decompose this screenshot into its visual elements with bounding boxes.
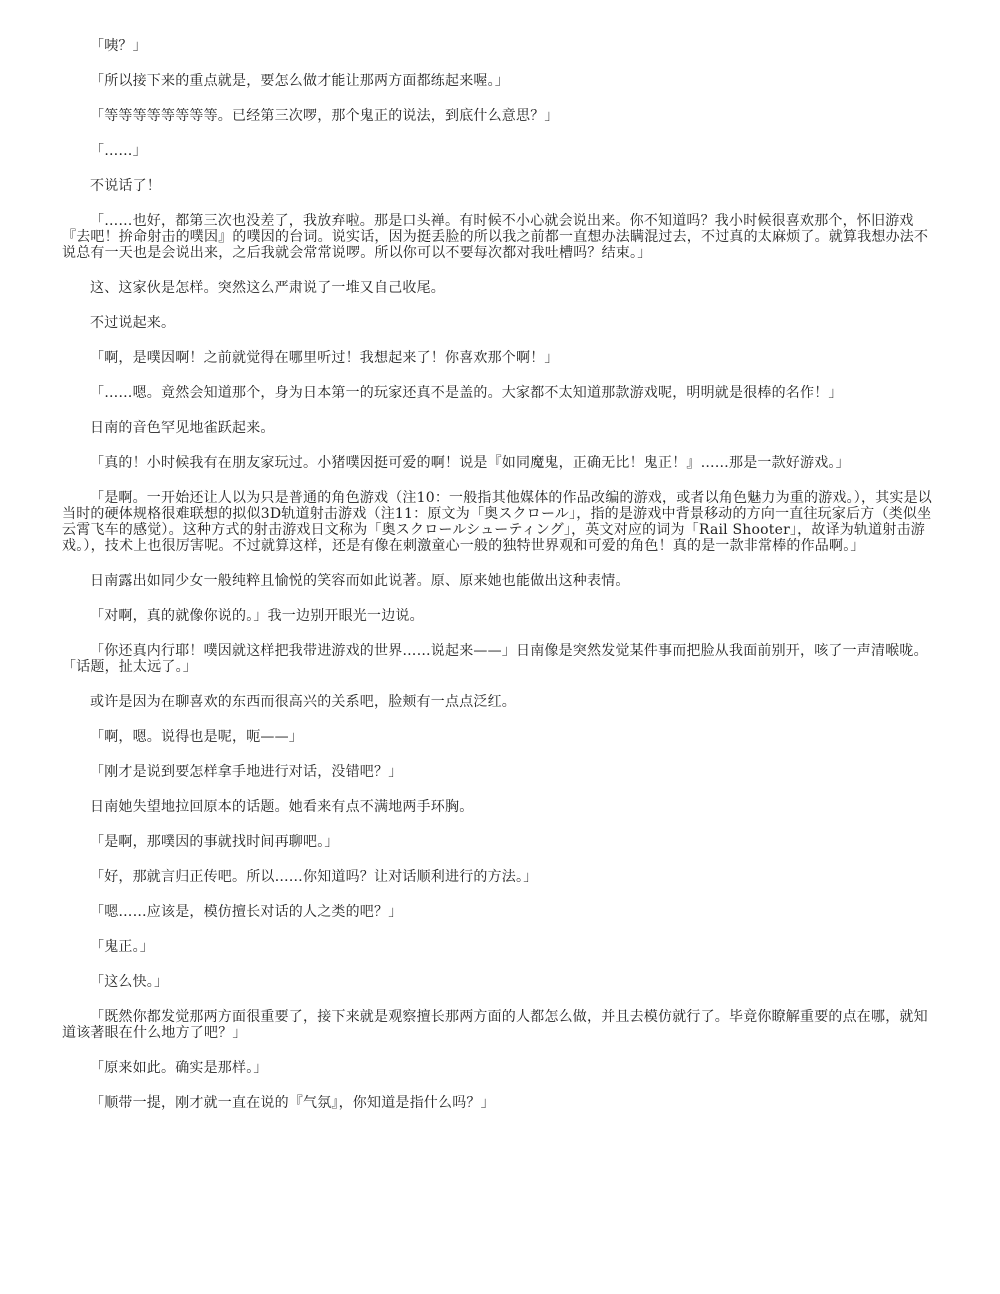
paragraph: 「这么快。」 [90,974,169,990]
paragraph: 「顺带一提，刚才就一直在说的『气氛』，你知道是指什么吗？」 [90,1095,495,1111]
paragraph: 「刚才是说到要怎样拿手地进行对话，没错吧？」 [90,764,403,780]
paragraph: 日南的音色罕见地雀跃起来。 [90,420,275,436]
paragraph: 「是啊。一开始还让人以为只是普通的角色游戏（注10：一般指其他媒体的作品改编的游戏，或者以角色魅力为重的游戏。），其实是以当时的硬体规格很难联想的拟似3D轨道射击游戏（注11：原文为「奥スクロール」，指的是游戏中背景移动的方向一直往玩家后方（类似坐云霄飞车的感觉）。这种方式的射击游戏日文称为「奥スクロールシューティング」，英文对应的词为「Rail Shooter」，故译为轨道射击游戏。），技术上也很厉害呢。不过就算这样，还是有像在刺激童心一般的独特世界观和可爱的角色！真的是一款非常棒的作品啊。」 [62,490,933,554]
paragraph: 日南她失望地拉回原本的话题。她看来有点不满地两手环胸。 [90,799,474,815]
paragraph: 或许是因为在聊喜欢的东西而很高兴的关系吧，脸颊有一点点泛红。 [90,694,516,710]
paragraph: 「真的！小时候我有在朋友家玩过。小猪噗因挺可爱的啊！说是『如同魔鬼，正确无比！鬼正！』……那是一款好游戏。」 [90,455,850,471]
paragraph: 「等等等等等等等等。已经第三次啰，那个鬼正的说法，到底什么意思？」 [90,108,559,124]
paragraph: 「咦？」 [90,38,147,54]
paragraph: 不说话了！ [90,178,161,194]
paragraph: 「好，那就言归正传吧。所以……你知道吗？让对话顺利进行的方法。」 [90,869,538,885]
paragraph: 「鬼正。」 [90,939,154,955]
paragraph: 「是啊，那噗因的事就找时间再聊吧。」 [90,834,339,850]
paragraph: 「啊，嗯。说得也是呢，呃——」 [90,729,303,745]
paragraph: 「……」 [90,143,147,159]
paragraph: 「嗯……应该是，模仿擅长对话的人之类的吧？」 [90,904,403,920]
paragraph: 「所以接下来的重点就是，要怎么做才能让那两方面都练起来喔。」 [90,73,509,89]
paragraph: 「……也好，都第三次也没差了，我放弃啦。那是口头禅。有时候不小心就会说出来。你不知道吗？我小时候很喜欢那个，怀旧游戏『去吧！拚命射击的噗因』的噗因的台词。说实话，因为挺丢脸的所以我之前都一直想办法瞒混过去，不过真的太麻烦了。就算我想办法不说总有一天也是会说出来，之后我就会常常说啰。所以你可以不要每次都对我吐槽吗？结束。」 [62,213,929,261]
paragraph: 「啊，是噗因啊！之前就觉得在哪里听过！我想起来了！你喜欢那个啊！」 [90,350,559,366]
paragraph: 「既然你都发觉那两方面很重要了，接下来就是观察擅长那两方面的人都怎么做，并且去模仿就行了。毕竟你瞭解重要的点在哪，就知道该著眼在什么地方了吧？」 [62,1009,928,1041]
paragraph: 「你还真内行耶！噗因就这样把我带进游戏的世界……说起来——」日南像是突然发觉某件事而把脸从我面前别开，咳了一声清喉咙。「话题，扯太远了。」 [62,643,928,675]
paragraph: 「原来如此。确实是那样。」 [90,1060,268,1076]
paragraph: 「对啊，真的就像你说的。」我一边别开眼光一边说。 [90,608,424,624]
paragraph: 日南露出如同少女一般纯粹且愉悦的笑容而如此说著。原、原来她也能做出这种表情。 [90,573,630,589]
paragraph: 这、这家伙是怎样。突然这么严肃说了一堆又自己收尾。 [90,280,445,296]
paragraph: 「……嗯。竟然会知道那个，身为日本第一的玩家还真不是盖的。大家都不太知道那款游戏呢，明明就是很棒的名作！」 [90,385,843,401]
paragraph: 不过说起来。 [90,315,176,331]
